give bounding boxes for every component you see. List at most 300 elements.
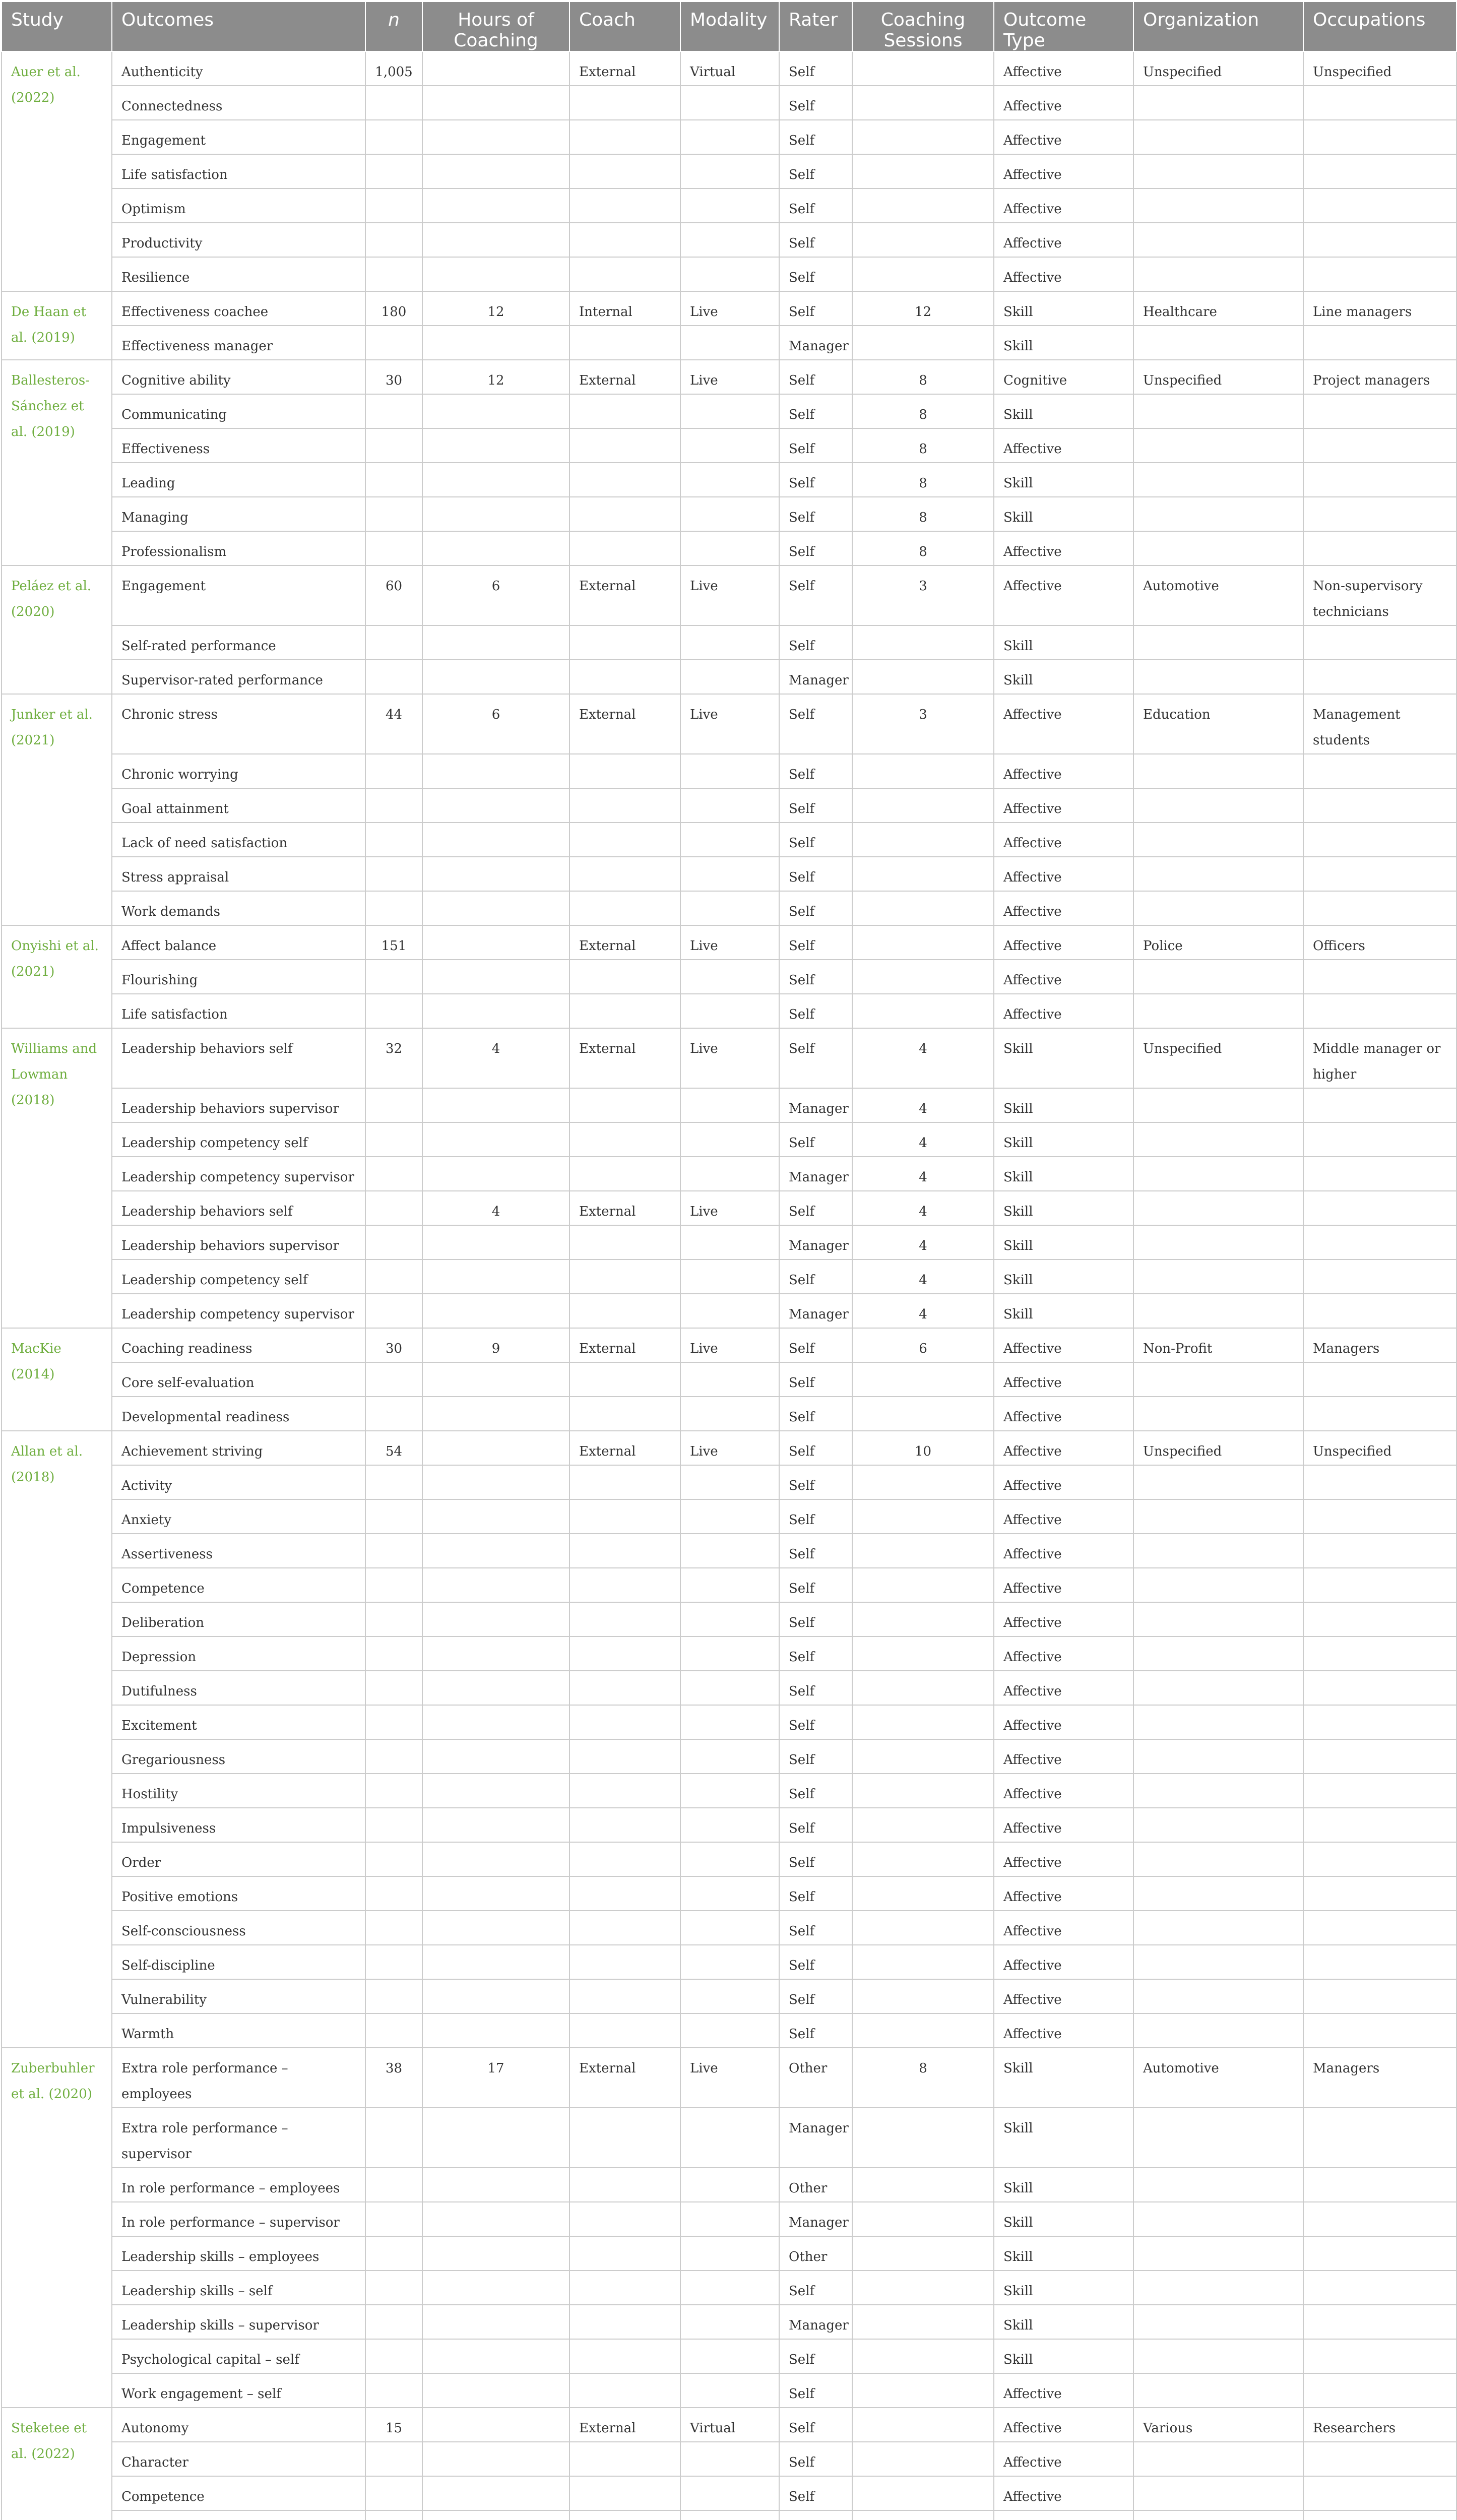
rater-cell: Self — [779, 1028, 852, 1088]
occupation-cell — [1303, 625, 1456, 660]
sessions-cell: 12 — [852, 291, 994, 326]
n-cell — [365, 428, 422, 463]
organization-cell — [1133, 660, 1303, 694]
table-row — [2, 1191, 1456, 1225]
sessions-cell: 4 — [852, 1259, 994, 1294]
n-cell — [365, 1225, 422, 1259]
n-cell — [365, 2202, 422, 2236]
hours-cell — [422, 1397, 569, 1431]
organization-cell — [1133, 223, 1303, 257]
rater-cell: Manager — [779, 660, 852, 694]
outcome-type-cell: Affective — [994, 1431, 1133, 1465]
modality-cell — [680, 1397, 779, 1431]
n-cell: 30 — [365, 360, 422, 394]
modality-cell — [680, 1122, 779, 1157]
outcome-type-cell: Skill — [994, 497, 1133, 531]
occupation-cell: Unspecified — [1303, 1431, 1456, 1465]
coach-cell: External — [569, 1328, 680, 1362]
hours-cell — [422, 120, 569, 154]
coach-cell — [569, 754, 680, 788]
outcome-cell: Achievement striving — [112, 1431, 365, 1465]
organization-cell — [1133, 531, 1303, 565]
table-row — [2, 660, 1456, 694]
hours-cell — [422, 754, 569, 788]
study-link[interactable]: Steketee et al. (2022) — [2, 2408, 112, 2520]
outcome-type-cell: Affective — [994, 1842, 1133, 1876]
organization-cell — [1133, 2305, 1303, 2339]
outcome-type-cell: Skill — [994, 2339, 1133, 2373]
outcome-type-cell: Affective — [994, 823, 1133, 857]
outcome-cell: Gregariousness — [112, 1739, 365, 1774]
outcome-type-cell: Affective — [994, 531, 1133, 565]
n-cell — [365, 994, 422, 1028]
n-cell — [365, 1842, 422, 1876]
coach-cell — [569, 223, 680, 257]
study-link[interactable]: Ballesteros-Sánchez et al. (2019) — [2, 360, 112, 565]
sessions-cell — [852, 1362, 994, 1397]
table-row — [2, 2373, 1456, 2408]
occupation-cell — [1303, 1225, 1456, 1259]
modality-cell — [680, 1157, 779, 1191]
occupation-cell — [1303, 2510, 1456, 2520]
hours-cell — [422, 188, 569, 223]
coach-cell: External — [569, 925, 680, 960]
hours-cell — [422, 2510, 569, 2520]
n-cell — [365, 1979, 422, 2013]
n-cell — [365, 1636, 422, 1671]
outcome-type-cell: Skill — [994, 1028, 1133, 1088]
rater-cell: Self — [779, 120, 852, 154]
rater-cell: Self — [779, 1911, 852, 1945]
rater-cell: Other — [779, 2236, 852, 2271]
sessions-cell — [852, 2013, 994, 2048]
coach-cell — [569, 1294, 680, 1328]
n-cell: 15 — [365, 2408, 422, 2442]
study-link[interactable]: Auer et al. (2022) — [2, 51, 112, 291]
table-row — [2, 154, 1456, 188]
outcome-type-cell: Affective — [994, 1602, 1133, 1636]
occupation-cell — [1303, 2236, 1456, 2271]
hours-cell: 4 — [422, 1191, 569, 1225]
organization-cell — [1133, 2442, 1303, 2476]
study-link[interactable]: Peláez et al. (2020) — [2, 565, 112, 694]
n-cell: 1,005 — [365, 51, 422, 86]
outcome-cell: In role performance – supervisor — [112, 2202, 365, 2236]
occupation-cell — [1303, 2108, 1456, 2168]
table-row — [2, 1122, 1456, 1157]
modality-cell — [680, 788, 779, 823]
outcome-cell: Assertiveness — [112, 1534, 365, 1568]
table-row — [2, 960, 1456, 994]
outcome-type-cell: Affective — [994, 2442, 1133, 2476]
hours-cell — [422, 2442, 569, 2476]
modality-cell — [680, 1911, 779, 1945]
header-coach: Coach — [569, 2, 680, 51]
outcome-cell: Excitement — [112, 1705, 365, 1739]
table-row — [2, 2236, 1456, 2271]
coach-cell — [569, 120, 680, 154]
sessions-cell: 4 — [852, 1225, 994, 1259]
occupation-cell — [1303, 154, 1456, 188]
sessions-cell — [852, 2408, 994, 2442]
hours-cell — [422, 1568, 569, 1602]
organization-cell: Unspecified — [1133, 51, 1303, 86]
sessions-cell — [852, 1876, 994, 1911]
rater-cell: Self — [779, 1979, 852, 2013]
outcome-cell: Life satisfaction — [112, 994, 365, 1028]
n-cell: 151 — [365, 925, 422, 960]
occupation-cell — [1303, 1397, 1456, 1431]
sessions-cell — [852, 1739, 994, 1774]
n-cell — [365, 1259, 422, 1294]
organization-cell — [1133, 1602, 1303, 1636]
occupation-cell: Project managers — [1303, 360, 1456, 394]
coach-cell — [569, 531, 680, 565]
organization-cell: Healthcare — [1133, 291, 1303, 326]
outcome-type-cell: Affective — [994, 694, 1133, 754]
outcome-cell — [112, 2510, 365, 2520]
occupation-cell: Management students — [1303, 694, 1456, 754]
table-row — [2, 1534, 1456, 1568]
organization-cell — [1133, 1876, 1303, 1911]
modality-cell — [680, 463, 779, 497]
outcome-cell: Leadership skills – self — [112, 2271, 365, 2305]
organization-cell — [1133, 1225, 1303, 1259]
outcome-cell: Character — [112, 2442, 365, 2476]
sessions-cell: 8 — [852, 428, 994, 463]
table-row — [2, 754, 1456, 788]
outcome-type-cell: Skill — [994, 625, 1133, 660]
hours-cell — [422, 1431, 569, 1465]
table-row — [2, 1945, 1456, 1979]
table-row — [2, 428, 1456, 463]
n-cell — [365, 120, 422, 154]
rater-cell: Self — [779, 2442, 852, 2476]
n-cell — [365, 1088, 422, 1122]
organization-cell — [1133, 1705, 1303, 1739]
organization-cell — [1133, 428, 1303, 463]
hours-cell — [422, 2236, 569, 2271]
coach-cell — [569, 86, 680, 120]
n-cell — [365, 497, 422, 531]
table-row — [2, 291, 1456, 326]
rater-cell: Self — [779, 1191, 852, 1225]
coach-cell — [569, 1088, 680, 1122]
coach-cell — [569, 2168, 680, 2202]
coach-cell — [569, 326, 680, 360]
modality-cell — [680, 1465, 779, 1499]
study-link[interactable]: MacKie (2014) — [2, 1328, 112, 1431]
coach-cell: External — [569, 51, 680, 86]
sessions-cell — [852, 188, 994, 223]
n-cell — [365, 154, 422, 188]
outcome-type-cell: Affective — [994, 1876, 1133, 1911]
occupation-cell — [1303, 891, 1456, 925]
outcome-type-cell: Affective — [994, 1945, 1133, 1979]
outcome-cell: Engagement — [112, 565, 365, 625]
coach-cell — [569, 1911, 680, 1945]
coach-cell — [569, 188, 680, 223]
outcome-cell: Supervisor-rated performance — [112, 660, 365, 694]
study-link[interactable]: Onyishi et al. (2021) — [2, 925, 112, 1028]
rater-cell: Manager — [779, 2108, 852, 2168]
hours-cell — [422, 1225, 569, 1259]
occupation-cell — [1303, 1259, 1456, 1294]
rater-cell: Self — [779, 2013, 852, 2048]
hours-cell — [422, 994, 569, 1028]
sessions-cell: 10 — [852, 1431, 994, 1465]
organization-cell — [1133, 1979, 1303, 2013]
modality-cell — [680, 120, 779, 154]
n-cell — [365, 660, 422, 694]
modality-cell — [680, 823, 779, 857]
occupation-cell — [1303, 994, 1456, 1028]
table-row — [2, 994, 1456, 1028]
coach-cell — [569, 857, 680, 891]
occupation-cell — [1303, 1979, 1456, 2013]
outcome-type-cell: Skill — [994, 394, 1133, 428]
rater-cell: Self — [779, 428, 852, 463]
n-cell — [365, 1911, 422, 1945]
coach-cell — [569, 1602, 680, 1636]
outcome-type-cell: Affective — [994, 1705, 1133, 1739]
coach-cell — [569, 1568, 680, 1602]
sessions-cell — [852, 925, 994, 960]
modality-cell — [680, 2271, 779, 2305]
outcome-cell: Leadership behaviors self — [112, 1028, 365, 1088]
outcome-cell: Resilience — [112, 257, 365, 291]
occupation-cell — [1303, 960, 1456, 994]
header-coaching-sessions: Coaching Sessions — [852, 2, 994, 51]
hours-cell — [422, 2108, 569, 2168]
modality-cell: Live — [680, 360, 779, 394]
outcome-cell: In role performance – employees — [112, 2168, 365, 2202]
coach-cell — [569, 394, 680, 428]
hours-cell: 12 — [422, 360, 569, 394]
study-link[interactable]: Zuberbuhler et al. (2020) — [2, 2048, 112, 2408]
sessions-cell — [852, 2236, 994, 2271]
modality-cell — [680, 2476, 779, 2510]
modality-cell — [680, 1499, 779, 1534]
n-cell — [365, 1705, 422, 1739]
hours-cell — [422, 497, 569, 531]
organization-cell: Unspecified — [1133, 360, 1303, 394]
modality-cell — [680, 1259, 779, 1294]
occupation-cell — [1303, 754, 1456, 788]
outcome-cell: Deliberation — [112, 1602, 365, 1636]
hours-cell — [422, 1808, 569, 1842]
organization-cell — [1133, 2271, 1303, 2305]
hours-cell: 9 — [422, 1328, 569, 1362]
n-cell: 38 — [365, 2048, 422, 2108]
table-row — [2, 625, 1456, 660]
outcome-cell: Competence — [112, 1568, 365, 1602]
occupation-cell — [1303, 223, 1456, 257]
study-link[interactable]: De Haan et al. (2019) — [2, 291, 112, 360]
n-cell — [365, 891, 422, 925]
outcome-type-cell: Affective — [994, 223, 1133, 257]
table-row — [2, 1259, 1456, 1294]
occupation-cell — [1303, 1294, 1456, 1328]
outcome-cell: Impulsiveness — [112, 1808, 365, 1842]
table-row — [2, 188, 1456, 223]
outcome-cell: Extra role performance – employees — [112, 2048, 365, 2108]
organization-cell — [1133, 960, 1303, 994]
table-row — [2, 463, 1456, 497]
hours-cell — [422, 1259, 569, 1294]
hours-cell — [422, 1876, 569, 1911]
hours-cell — [422, 2013, 569, 2048]
outcome-type-cell: Skill — [994, 2236, 1133, 2271]
n-cell — [365, 754, 422, 788]
header-outcomes: Outcomes — [112, 2, 365, 51]
occupation-cell: Managers — [1303, 2048, 1456, 2108]
occupation-cell — [1303, 1774, 1456, 1808]
study-link[interactable]: Williams and Lowman (2018) — [2, 1028, 112, 1328]
hours-cell: 6 — [422, 565, 569, 625]
sessions-cell — [852, 960, 994, 994]
rater-cell: Self — [779, 2373, 852, 2408]
sessions-cell — [852, 1671, 994, 1705]
sessions-cell — [852, 2271, 994, 2305]
coach-cell — [569, 788, 680, 823]
organization-cell — [1133, 1808, 1303, 1842]
organization-cell — [1133, 1534, 1303, 1568]
sessions-cell: 8 — [852, 497, 994, 531]
outcome-type-cell: Affective — [994, 2373, 1133, 2408]
outcome-cell: Leadership behaviors supervisor — [112, 1225, 365, 1259]
modality-cell — [680, 257, 779, 291]
organization-cell — [1133, 823, 1303, 857]
studies-table — [1, 1, 1457, 2520]
outcome-cell: Goal attainment — [112, 788, 365, 823]
organization-cell — [1133, 857, 1303, 891]
outcome-type-cell — [994, 2510, 1133, 2520]
rater-cell: Self — [779, 625, 852, 660]
n-cell: 30 — [365, 1328, 422, 1362]
sessions-cell: 4 — [852, 1122, 994, 1157]
coach-cell — [569, 2108, 680, 2168]
sessions-cell — [852, 1774, 994, 1808]
coach-cell — [569, 497, 680, 531]
table-row — [2, 1225, 1456, 1259]
occupation-cell — [1303, 463, 1456, 497]
table-row — [2, 1157, 1456, 1191]
sessions-cell — [852, 857, 994, 891]
n-cell — [365, 326, 422, 360]
modality-cell — [680, 1636, 779, 1671]
outcome-cell: Engagement — [112, 120, 365, 154]
modality-cell — [680, 2236, 779, 2271]
outcome-type-cell: Affective — [994, 1465, 1133, 1499]
sessions-cell: 3 — [852, 694, 994, 754]
outcome-cell: Leadership competency supervisor — [112, 1157, 365, 1191]
sessions-cell — [852, 1705, 994, 1739]
outcome-type-cell: Skill — [994, 1259, 1133, 1294]
modality-cell — [680, 2510, 779, 2520]
rater-cell: Self — [779, 1534, 852, 1568]
study-link[interactable]: Junker et al. (2021) — [2, 694, 112, 925]
table-body — [2, 51, 1456, 2520]
outcome-cell: Leading — [112, 463, 365, 497]
rater-cell: Other — [779, 2048, 852, 2108]
study-link[interactable]: Allan et al. (2018) — [2, 1431, 112, 2048]
n-cell — [365, 2476, 422, 2510]
outcome-cell: Hostility — [112, 1774, 365, 1808]
outcome-cell: Vulnerability — [112, 1979, 365, 2013]
rater-cell: Self — [779, 497, 852, 531]
outcome-type-cell: Affective — [994, 154, 1133, 188]
table-row — [2, 1431, 1456, 1465]
rater-cell: Manager — [779, 1225, 852, 1259]
outcome-cell: Flourishing — [112, 960, 365, 994]
outcome-type-cell: Affective — [994, 1534, 1133, 1568]
sessions-cell — [852, 1534, 994, 1568]
coach-cell: External — [569, 1028, 680, 1088]
n-cell — [365, 1568, 422, 1602]
organization-cell — [1133, 154, 1303, 188]
coach-cell — [569, 2236, 680, 2271]
rater-cell: Self — [779, 1705, 852, 1739]
organization-cell — [1133, 1636, 1303, 1671]
sessions-cell — [852, 2305, 994, 2339]
hours-cell — [422, 1534, 569, 1568]
hours-cell — [422, 1602, 569, 1636]
coach-cell: External — [569, 565, 680, 625]
table-row — [2, 857, 1456, 891]
n-cell: 60 — [365, 565, 422, 625]
outcome-type-cell: Affective — [994, 1739, 1133, 1774]
hours-cell — [422, 463, 569, 497]
hours-cell — [422, 660, 569, 694]
sessions-cell — [852, 257, 994, 291]
outcome-cell: Lack of need satisfaction — [112, 823, 365, 857]
outcome-type-cell: Affective — [994, 1911, 1133, 1945]
organization-cell: Non-Profit — [1133, 1328, 1303, 1362]
rater-cell: Self — [779, 223, 852, 257]
table-row — [2, 2442, 1456, 2476]
outcome-type-cell: Affective — [994, 1362, 1133, 1397]
sessions-cell: 6 — [852, 1328, 994, 1362]
table-row — [2, 2271, 1456, 2305]
coach-cell — [569, 891, 680, 925]
outcome-cell: Self-discipline — [112, 1945, 365, 1979]
outcome-type-cell: Skill — [994, 660, 1133, 694]
occupation-cell — [1303, 2202, 1456, 2236]
rater-cell: Self — [779, 1328, 852, 1362]
outcome-cell: Developmental readiness — [112, 1397, 365, 1431]
modality-cell — [680, 2339, 779, 2373]
rater-cell: Manager — [779, 2305, 852, 2339]
table-row — [2, 1362, 1456, 1397]
hours-cell — [422, 2476, 569, 2510]
rater-cell: Self — [779, 394, 852, 428]
outcome-type-cell: Cognitive — [994, 360, 1133, 394]
hours-cell — [422, 925, 569, 960]
coach-cell — [569, 1534, 680, 1568]
table-row — [2, 120, 1456, 154]
coach-cell — [569, 1122, 680, 1157]
modality-cell — [680, 2013, 779, 2048]
n-cell — [365, 86, 422, 120]
occupation-cell — [1303, 1088, 1456, 1122]
modality-cell — [680, 1225, 779, 1259]
coach-cell — [569, 2271, 680, 2305]
occupation-cell: Middle manager or higher — [1303, 1028, 1456, 1088]
coach-cell — [569, 257, 680, 291]
modality-cell — [680, 754, 779, 788]
sessions-cell — [852, 994, 994, 1028]
